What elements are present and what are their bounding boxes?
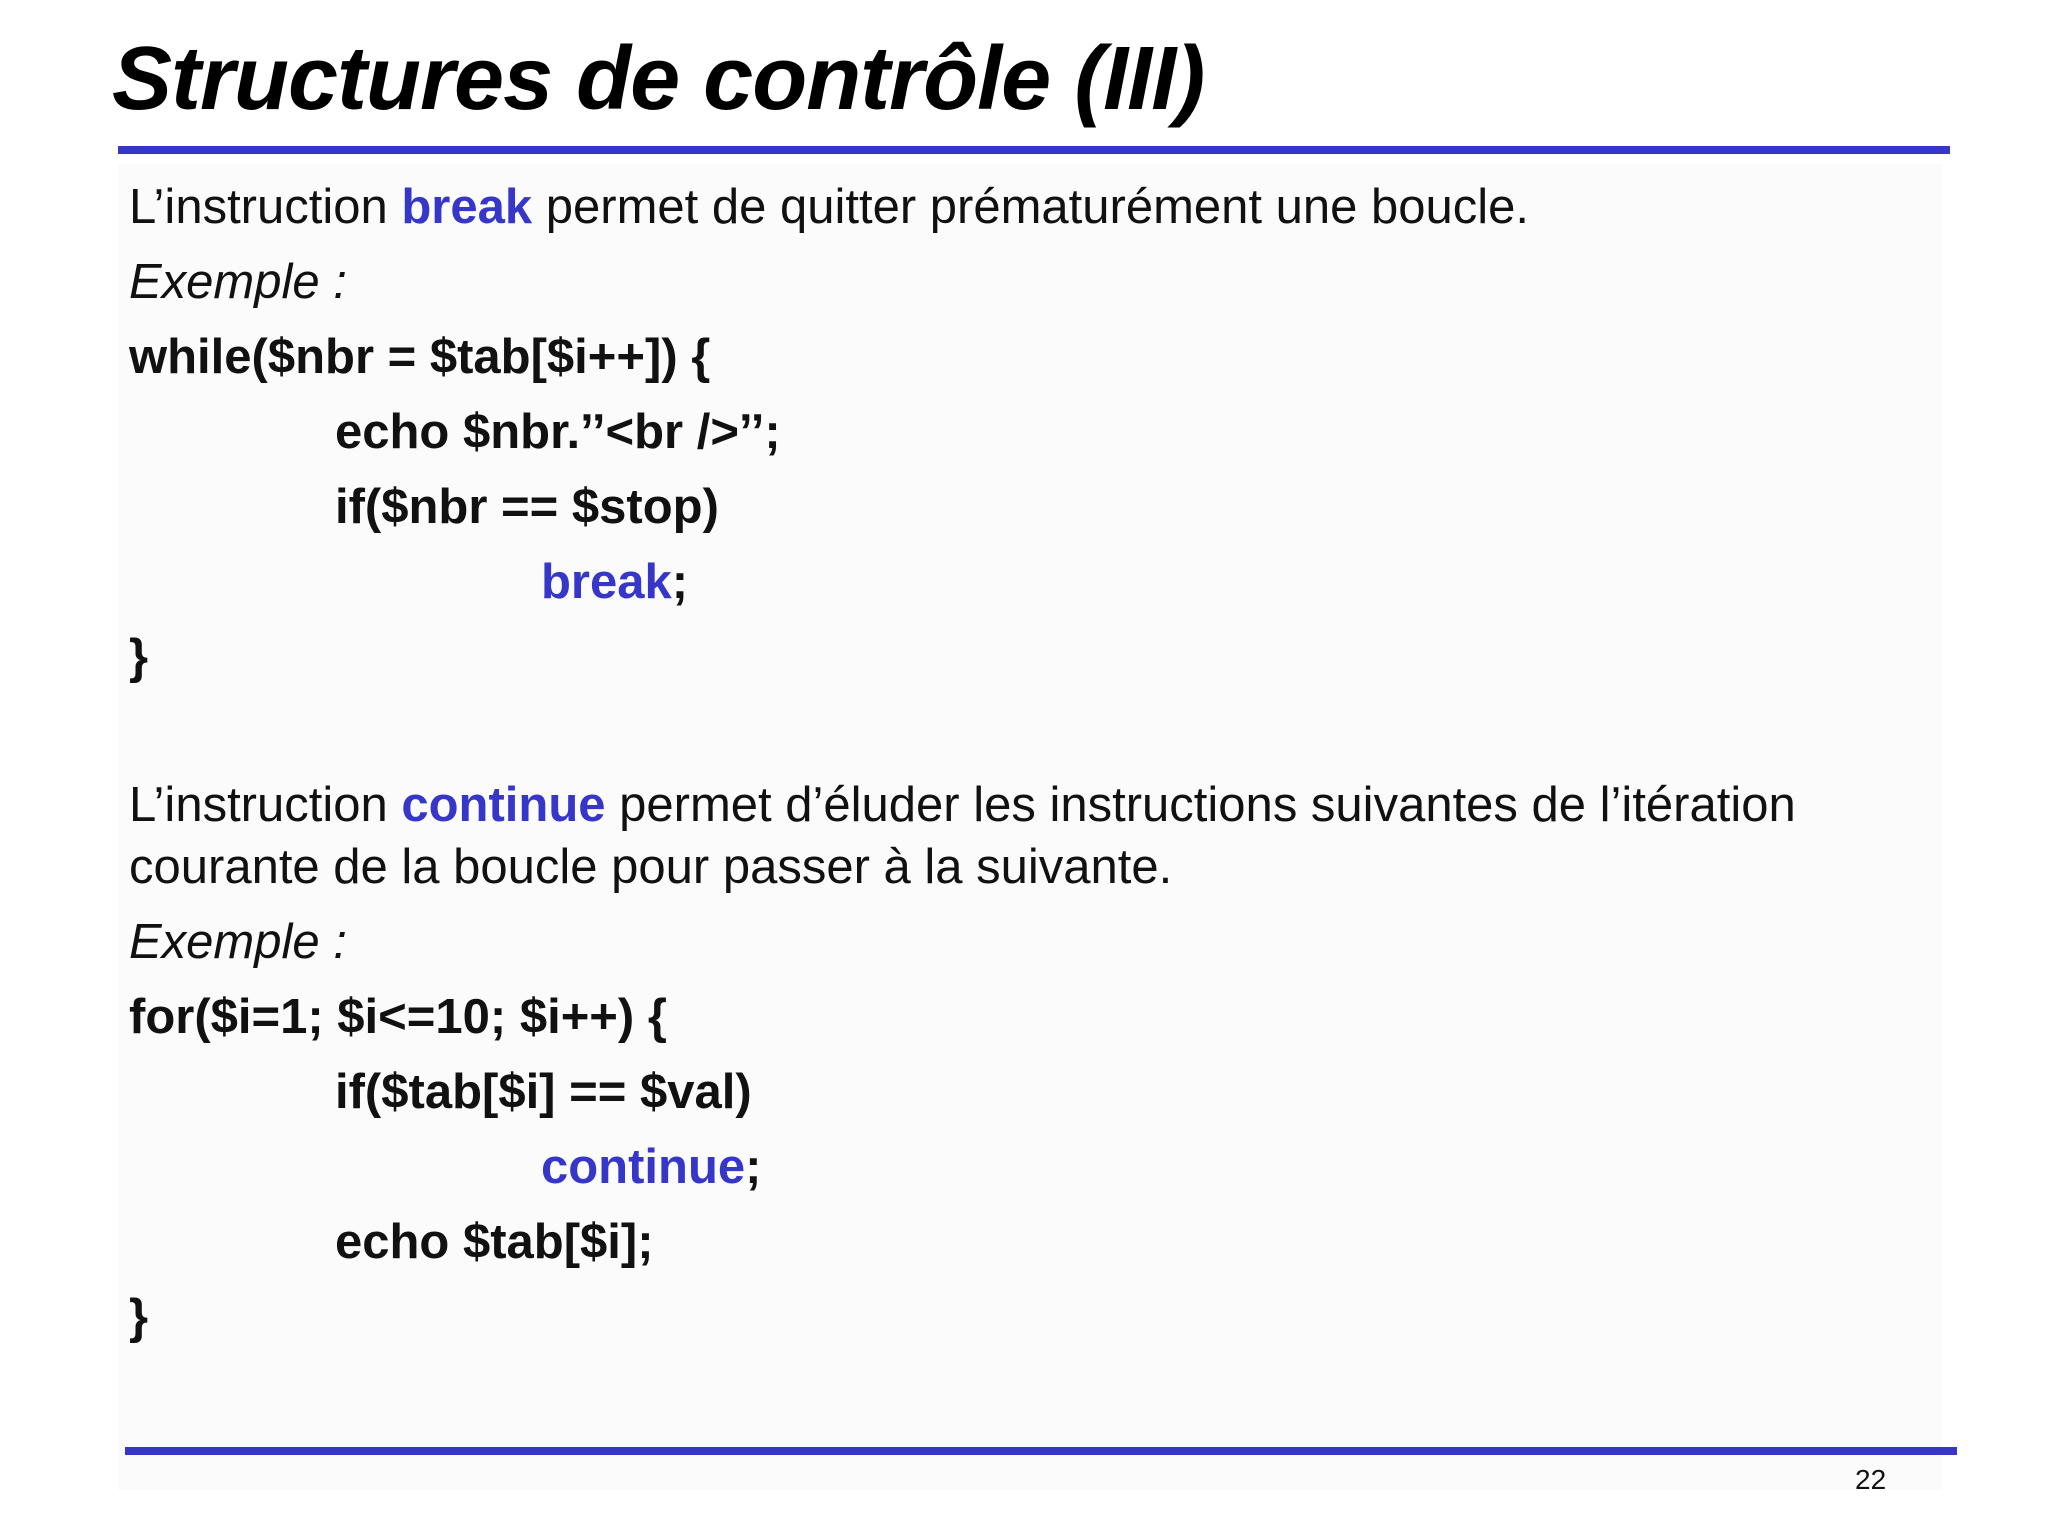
break-code-line-1: while($nbr = $tab[$i++]) { bbox=[129, 330, 711, 384]
break-intro-after: permet de quitter prématurément une boucle. bbox=[532, 180, 1530, 234]
continue-code-keyword: continue bbox=[541, 1140, 746, 1194]
break-code-keyword: break bbox=[541, 555, 672, 609]
continue-code-semicolon: ; bbox=[745, 1140, 762, 1194]
slide-title: Structures de contrôle (III) bbox=[112, 29, 1205, 129]
break-code-line-2: echo $nbr.’’<br />’’; bbox=[335, 405, 781, 459]
title-underline bbox=[118, 146, 1950, 154]
break-example-label: Exemple : bbox=[129, 255, 347, 309]
continue-code-line-1: for($i=1; $i<=10; $i++) { bbox=[129, 990, 667, 1044]
continue-example-label: Exemple : bbox=[129, 915, 347, 969]
break-code-line-5: } bbox=[129, 630, 149, 684]
break-intro bbox=[129, 180, 1530, 234]
break-intro-before: L’instruction bbox=[129, 180, 402, 234]
break-code-semicolon: ; bbox=[671, 555, 689, 609]
footer-rule bbox=[125, 1447, 1957, 1455]
page-number: 22 bbox=[1855, 1464, 1887, 1495]
continue-code-line-3 bbox=[541, 1140, 762, 1194]
continue-intro-line-1 bbox=[129, 778, 1796, 832]
continue-keyword: continue bbox=[401, 778, 606, 832]
continue-intro-before: L’instruction bbox=[129, 778, 402, 832]
continue-code-line-2: if($tab[$i] == $val) bbox=[335, 1065, 752, 1119]
break-keyword: break bbox=[401, 180, 533, 234]
continue-intro-after: permet d’éluder les instructions suivantes de l’itération bbox=[605, 778, 1796, 832]
continue-code-line-5: } bbox=[129, 1290, 149, 1344]
continue-intro-line-2: courante de la boucle pour passer à la suivante. bbox=[129, 840, 1173, 894]
break-code-line-4 bbox=[541, 555, 689, 609]
continue-code-line-4: echo $tab[$i]; bbox=[335, 1215, 654, 1269]
break-code-line-3: if($nbr == $stop) bbox=[335, 480, 719, 534]
